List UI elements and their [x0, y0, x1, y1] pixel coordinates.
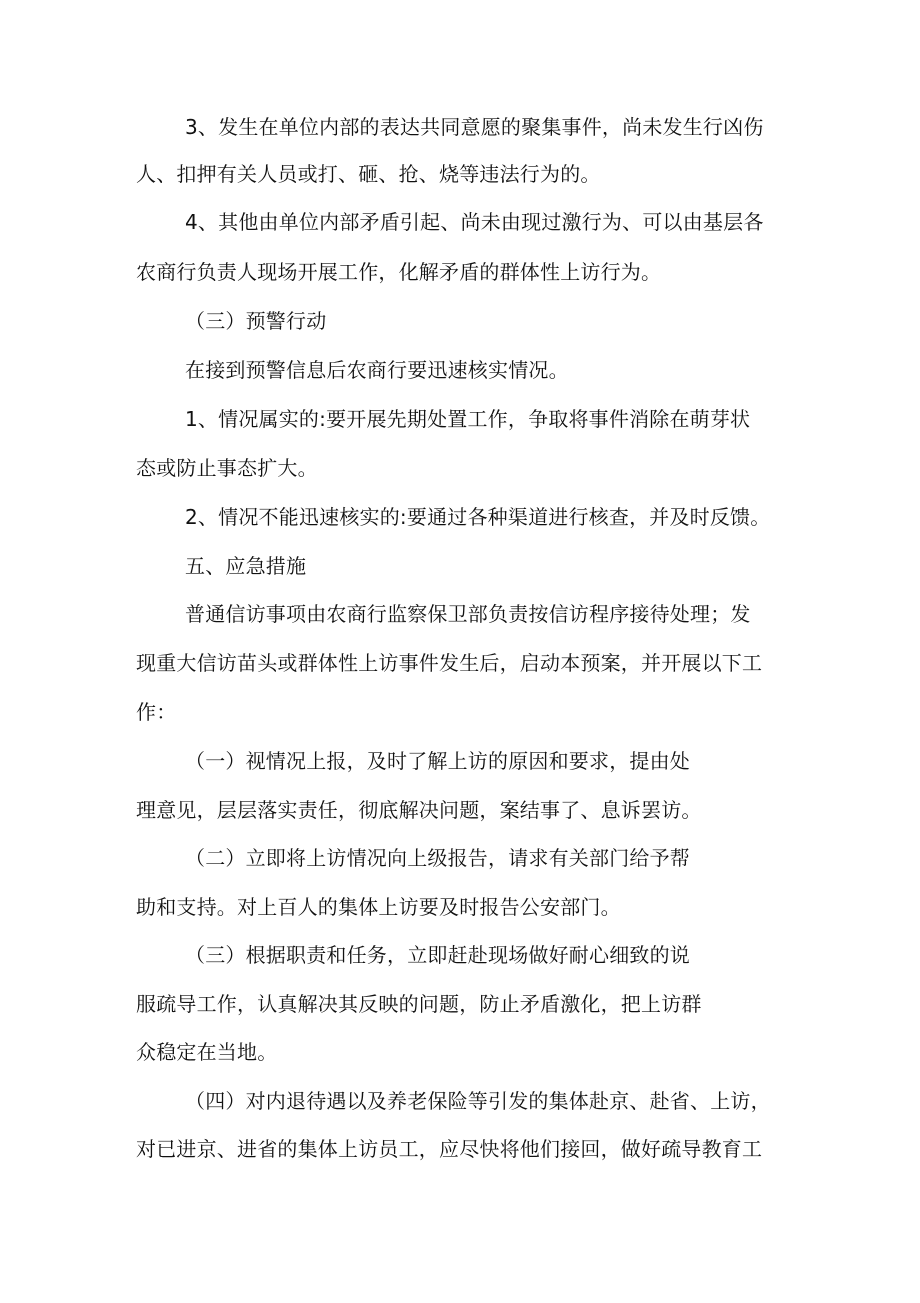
section-heading: 五、应急措施 — [185, 554, 307, 578]
text-line: 众稳定在当地。 — [136, 1040, 278, 1064]
text-line: 人、扣押有关人员或打、砸、抢、烧等违法行为的。 — [136, 162, 601, 186]
text-line: 3、发生在单位内部的表达共同意愿的聚集事件，尚未发生行凶伤 — [185, 115, 764, 139]
text-line: 农商行负责人现场开展工作，化解矛盾的群体性上访行为。 — [136, 260, 662, 284]
text-line: （三）根据职责和任务，立即赶赴现场做好耐心细致的说 — [185, 943, 690, 967]
text-line: 服疏导工作，认真解决其反映的问题，防止矛盾激化，把上访群 — [136, 992, 702, 1016]
section-heading: （三）预警行动 — [185, 309, 327, 333]
text-line: （一）视情况上报，及时了解上访的原因和要求，提由处 — [185, 749, 690, 773]
text-line: 2、情况不能迅速核实的:要通过各种渠道进行核查，并及时反馈。 — [185, 505, 771, 529]
text-line: 1、情况属实的:要开展先期处置工作，争取将事件消除在萌芽状 — [185, 407, 751, 431]
text-line: 助和支持。对上百人的集体上访要及时报告公安部门。 — [136, 895, 621, 919]
text-line: 理意见，层层落实责任，彻底解决问题，案结事了、息诉罢访。 — [136, 798, 702, 822]
text-line: 对已进京、进省的集体上访员工，应尽快将他们接回，做好疏导教育工 — [136, 1137, 763, 1161]
text-line: （二）立即将上访情况向上级报告，请求有关部门给予帮 — [185, 846, 690, 870]
text-line: 现重大信访苗头或群体性上访事件发生后，启动本预案，并开展以下工 — [136, 651, 763, 675]
text-line: 作： — [136, 700, 177, 724]
text-line: （四）对内退待遇以及养老保险等引发的集体赴京、赴省、上访， — [185, 1089, 771, 1113]
text-line: 态或防止事态扩大。 — [136, 456, 318, 480]
text-line: 在接到预警信息后农商行要迅速核实情况。 — [185, 358, 569, 382]
text-line: 普通信访事项由农商行监察保卫部负责按信访程序接待处理；发 — [185, 602, 751, 626]
text-line: 4、其他由单位内部矛盾引起、尚未由现过激行为、可以由基层各 — [185, 210, 764, 234]
